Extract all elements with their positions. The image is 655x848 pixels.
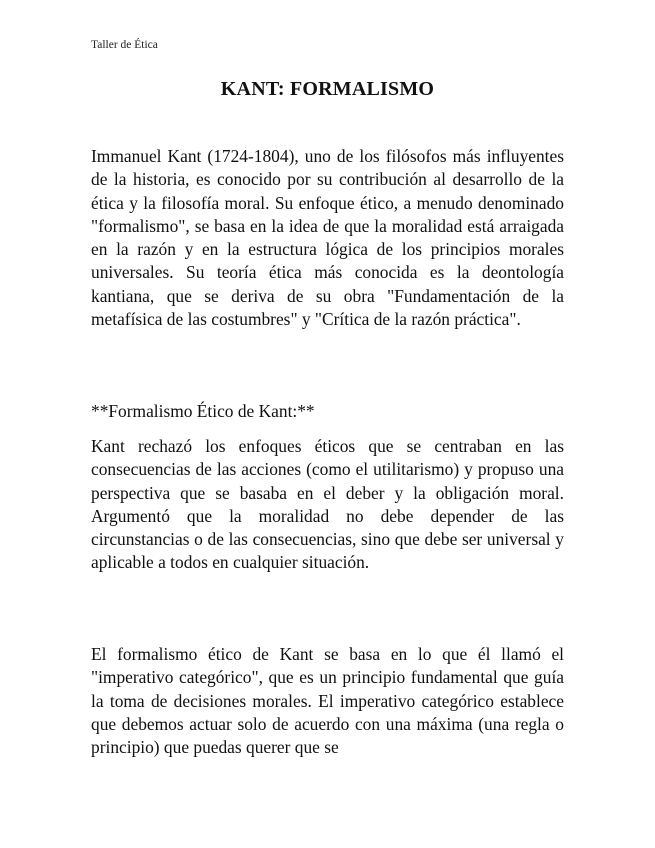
running-header: Taller de Ética xyxy=(91,39,158,51)
paragraph-categorical-imperative: El formalismo ético de Kant se basa en lo que él llamó el "imperativo categórico", que es un principio fundamental que guía la toma de decisiones morales. El imperativo categórico establece que debemos actuar solo de acuerdo con una máxima (una regla o principio) que puedas querer que se xyxy=(91,644,564,758)
paragraph-kant-rejection: Kant rechazó los enfoques éticos que se centraban en las consecuencias de las acciones (como el utilitarismo) y propuso una perspectiva que se basaba en el deber y la obligación moral. Argumentó que la moralidad no debe depender de las circunstancias o de las consecuencias, sino que debe ser universal y aplicable a todos en cualquier situación. xyxy=(91,436,564,573)
page-title: KANT: FORMALISMO xyxy=(220,78,435,100)
section-heading: **Formalismo Ético de Kant:** xyxy=(91,401,315,421)
paragraph-intro: Immanuel Kant (1724-1804), uno de los filósofos más influyentes de la historia, es conocido por su contribución al desarrollo de la ética y la filosofía moral. Su enfoque ético, a menudo denominado "formalismo", se basa en la idea de que la moralidad está arraigada en la razón y en la estructura lógica de los principios morales universales. Su teoría ética más conocida es la deontología kantiana, que se deriva de su obra "Fundamentación de la metafísica de las costumbres" y "Crítica de la razón práctica". xyxy=(91,146,564,330)
